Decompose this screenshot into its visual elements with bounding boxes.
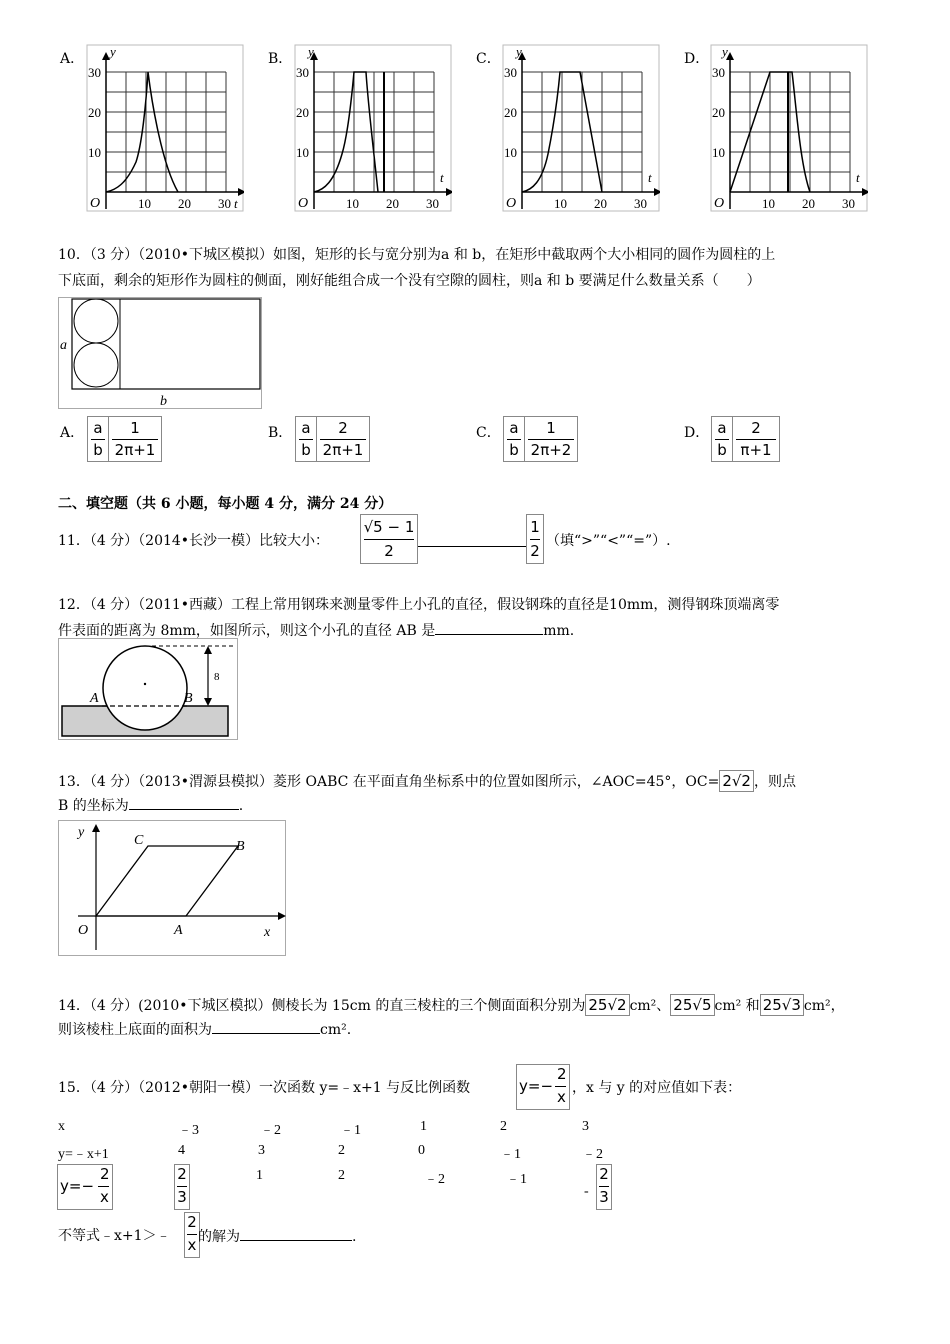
q12-fig-label-8: 8 (214, 671, 220, 683)
q15-ineq-fraction: 2 x (184, 1212, 200, 1258)
table-cell-fraction: 2 3 (174, 1164, 190, 1210)
x-axis-label: t (440, 170, 444, 185)
q15-line1-prefix: 15．（4 分）（2012•朝阳一模）一次函数 y=﹣x+1 与反比例函数 (58, 1080, 471, 1096)
table-cell: ﹣3 (178, 1123, 199, 1138)
x-tick: 30 (842, 196, 855, 211)
q15-ineq-prefix: 不等式﹣x+1＞﹣ (58, 1228, 171, 1244)
table-cell: ﹣1 (340, 1123, 361, 1138)
x-tick: 10 (346, 196, 359, 211)
q12-answer-blank[interactable] (435, 620, 543, 635)
q10-figure (58, 297, 262, 409)
q15-answer-blank[interactable] (240, 1226, 352, 1241)
q10-option-a-lhs: a b (87, 416, 109, 462)
q10-option-c-lhs: a b (503, 416, 525, 462)
table-cell: ﹣1 (506, 1172, 527, 1187)
q13-answer-blank[interactable] (129, 795, 239, 810)
x-tick: 10 (138, 196, 151, 211)
y-tick: 20 (504, 105, 517, 120)
q12-figure (58, 638, 238, 740)
table-cell: 1 (256, 1168, 263, 1183)
q11-fraction-1: √5 − 1 2 (360, 514, 418, 564)
table-cell: 1 (420, 1119, 427, 1134)
table-cell: ﹣2 (582, 1147, 603, 1162)
q13-fig-y: y (78, 825, 85, 840)
x-tick: 30 (426, 196, 439, 211)
q13-line1 (58, 770, 796, 792)
origin-label: O (298, 196, 309, 211)
table-cell: 2 (338, 1168, 345, 1183)
q10-text-line2: 下底面，剩余的矩形作为圆柱的侧面，刚好能组合成一个没有空隙的圆柱，则a 和 b 要满足什么数量关系（ ） (58, 273, 761, 289)
origin-label: O (506, 196, 517, 211)
q9-option-d-label: D． (684, 51, 710, 67)
y-tick: 10 (296, 145, 309, 160)
q10-option-a-label: A． (60, 425, 85, 441)
q13-fig-a: A (174, 923, 183, 938)
q15-line1-suffix: ，x 与 y 的对应值如下表： (572, 1080, 742, 1096)
x-tick: 20 (594, 196, 607, 211)
q10-fig-label-a: a (60, 338, 67, 353)
q10-fig-label-b: b (160, 394, 167, 409)
table-cell: 2 (500, 1119, 507, 1134)
q14-unit-3: cm²， (803, 998, 845, 1014)
x-tick: 30 (218, 196, 231, 211)
q10-option-b-label: B． (268, 425, 293, 441)
q10-option-a-rhs: 1 2π+1 (108, 416, 162, 462)
q10-option-b-lhs: a b (295, 416, 317, 462)
q9-graph-b (294, 44, 452, 212)
q9-option-c-label: C． (476, 51, 501, 67)
x-tick: 30 (634, 196, 647, 211)
q15-func: y=− 2 x (516, 1064, 570, 1110)
x-tick: 10 (762, 196, 775, 211)
q13-line2 (58, 795, 243, 816)
y-tick: 20 (296, 105, 309, 120)
q14-answer-blank[interactable] (212, 1019, 320, 1034)
table-cell: 2 (338, 1143, 345, 1158)
q14-line1 (58, 994, 845, 1016)
table-cell: 0 (418, 1143, 425, 1158)
q9-graph-d (710, 44, 868, 212)
q13-fig-b: B (236, 839, 245, 854)
q9-option-a-label: A． (60, 51, 85, 67)
y-tick: 30 (504, 65, 517, 80)
table-cell: ﹣1 (500, 1147, 521, 1162)
y-axis-label: y (308, 44, 314, 59)
y-tick: 20 (88, 105, 101, 120)
x-axis-label: t (234, 196, 238, 211)
table-cell-sign: - (584, 1184, 589, 1199)
table-cell: 3 (258, 1143, 265, 1158)
q10-option-c-label: C． (476, 425, 501, 441)
q13-oc-value: 2√2 (719, 770, 754, 792)
q10-option-d-rhs: 2 π+1 (732, 416, 780, 462)
q9-option-b-label: B． (268, 51, 293, 67)
q12-line2-prefix: 件表面的距离为 8mm，如图所示，则这个小孔的直径 AB 是 (58, 623, 436, 639)
x-tick: 20 (802, 196, 815, 211)
q11-answer-blank[interactable] (418, 532, 526, 547)
y-tick: 10 (88, 145, 101, 160)
origin-label: O (714, 196, 725, 211)
y-tick: 20 (712, 105, 725, 120)
q15-ineq-mid: 的解为 (198, 1229, 240, 1245)
y-axis-label: y (722, 44, 728, 59)
x-tick: 10 (554, 196, 567, 211)
q11-fraction-2: 1 2 (526, 514, 544, 564)
x-axis-label: t (648, 170, 652, 185)
q11-suffix: （填“>”“<”“=”）. (546, 533, 671, 549)
q13-line2-prefix: B 的坐标为 (58, 798, 129, 814)
y-tick: 10 (712, 145, 725, 160)
x-tick: 20 (178, 196, 191, 211)
q15-ineq-suffix: . (352, 1229, 357, 1245)
x-tick: 20 (386, 196, 399, 211)
q12-line2-suffix: mm. (543, 623, 575, 639)
y-tick: 30 (296, 65, 309, 80)
q9-graph-c (502, 44, 660, 212)
q15-row2-label: y=﹣x+1 (58, 1147, 109, 1162)
table-cell: 3 (582, 1119, 589, 1134)
q13-fig-o: O (78, 923, 89, 938)
q10-option-c-rhs: 1 2π+2 (524, 416, 578, 462)
origin-label: O (90, 196, 101, 211)
q10-option-d-lhs: a b (711, 416, 733, 462)
q14-unit-1: cm²、 (629, 998, 671, 1014)
q13-line1-prefix: 13．（4 分）（2013•渭源县模拟）菱形 OABC 在平面直角坐标系中的位置如图所示，∠AOC=45°，OC= (58, 774, 720, 790)
y-axis-label: y (110, 44, 116, 59)
q11-prefix: 11．（4 分）（2014•长沙一模）比较大小： (58, 533, 330, 549)
y-tick: 30 (712, 65, 725, 80)
q10-option-b-rhs: 2 2π+1 (316, 416, 370, 462)
q13-line1-suffix: ，则点 (753, 774, 796, 790)
table-cell: ﹣2 (424, 1172, 445, 1187)
table-cell: ﹣2 (260, 1123, 281, 1138)
q10-option-d-label: D． (684, 425, 710, 441)
table-cell: 4 (178, 1143, 185, 1158)
q12-fig-label-a: A (90, 691, 99, 706)
q14-line2 (58, 1019, 351, 1040)
q14-line2-suffix: cm². (320, 1022, 352, 1038)
q12-line1: 12．（4 分）（2011•西藏）工程上常用钢珠来测量零件上小孔的直径，假设钢珠的直径是10mm，测得钢珠顶端离零 (58, 597, 780, 613)
q14-area-3: 25√3 (760, 994, 804, 1016)
table-cell-fraction: 2 3 (596, 1164, 612, 1210)
q13-fig-c: C (134, 833, 144, 848)
q14-unit-2: cm² 和 (714, 998, 760, 1014)
q15-row3-label: y=− 2 x (57, 1164, 113, 1210)
q9-graph-a (86, 44, 244, 212)
y-tick: 30 (88, 65, 101, 80)
q13-fig-x: x (264, 925, 271, 940)
q15-row1-label: x (58, 1119, 65, 1134)
q14-area-2: 25√5 (670, 994, 714, 1016)
q10-text-line1: 10．（3 分）（2010•下城区模拟）如图，矩形的长与宽分别为a 和 b，在矩形中截取两个大小相同的圆作为圆柱的上 (58, 247, 776, 263)
section-2-title: 二、填空题（共 6 小题，每小题 4 分，满分 24 分） (58, 496, 393, 512)
q14-area-1: 25√2 (585, 994, 629, 1016)
q15-ineq-tail (198, 1226, 356, 1247)
q13-figure (58, 820, 286, 956)
x-axis-label: t (856, 170, 860, 185)
q14-line1-prefix: 14．（4 分）(2010•下城区模拟）侧棱长为 15cm 的直三棱柱的三个侧面面积分别为 (58, 998, 586, 1014)
q13-line2-suffix: . (238, 798, 244, 814)
y-axis-label: y (516, 44, 522, 59)
q12-fig-label-b: B (184, 691, 193, 706)
y-tick: 10 (504, 145, 517, 160)
q14-line2-prefix: 则该棱柱上底面的面积为 (58, 1022, 212, 1038)
